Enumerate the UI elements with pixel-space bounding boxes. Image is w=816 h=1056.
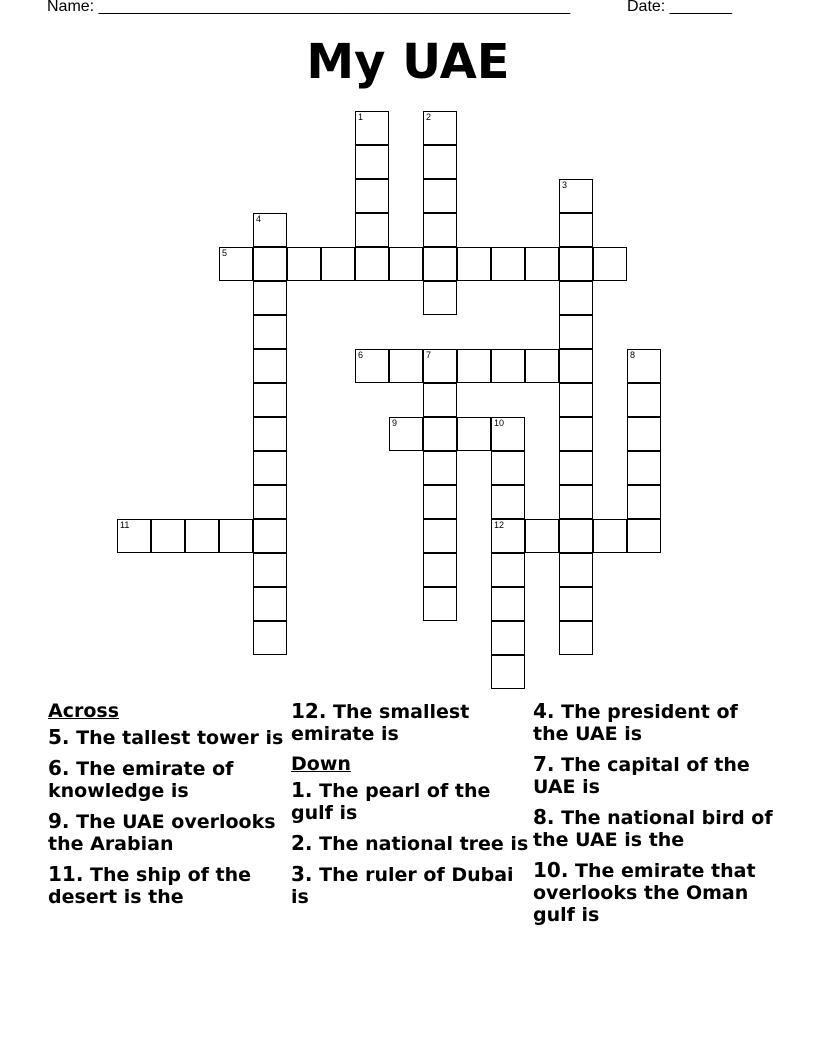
grid-cell[interactable]	[355, 111, 389, 145]
grid-cell[interactable]	[423, 485, 457, 519]
grid-cell[interactable]	[253, 383, 287, 417]
clue-number: 8	[630, 350, 636, 360]
grid-cell[interactable]	[219, 519, 253, 553]
grid-cell[interactable]	[559, 587, 593, 621]
grid-cell[interactable]	[457, 247, 491, 281]
grid-cell[interactable]	[491, 621, 525, 655]
grid-cell[interactable]	[355, 247, 389, 281]
grid-cell[interactable]	[593, 247, 627, 281]
grid-cell[interactable]	[423, 179, 457, 213]
page-title: My UAE	[306, 34, 510, 90]
clue-down-2: 2. The national tree is	[291, 831, 529, 855]
grid-cell[interactable]	[253, 315, 287, 349]
clue-down-1: 1. The pearl of the gulf is	[291, 778, 491, 824]
down-heading: Down	[291, 753, 351, 775]
grid-cell[interactable]	[559, 621, 593, 655]
clue-number: 1	[358, 112, 364, 122]
grid-cell[interactable]	[627, 485, 661, 519]
grid-cell[interactable]	[491, 417, 525, 451]
grid-cell[interactable]	[321, 247, 355, 281]
clue-down-10: 10. The emirate that overlooks the Oman gulf is	[533, 858, 756, 926]
clue-down-4: 4. The president of the UAE is	[533, 699, 738, 745]
clue-number: 7	[426, 350, 432, 360]
grid-cell[interactable]	[627, 417, 661, 451]
grid-cell[interactable]	[491, 451, 525, 485]
name-field-label: Name: _____________________________________________________	[47, 0, 571, 15]
across-heading: Across	[48, 700, 120, 722]
grid-cell[interactable]	[423, 349, 457, 383]
grid-cell[interactable]	[559, 247, 593, 281]
grid-cell[interactable]	[559, 417, 593, 451]
grid-cell[interactable]	[627, 349, 661, 383]
grid-cell[interactable]	[423, 281, 457, 315]
grid-cell[interactable]	[491, 349, 525, 383]
grid-cell[interactable]	[355, 213, 389, 247]
grid-cell[interactable]	[423, 519, 457, 553]
grid-cell[interactable]	[253, 247, 287, 281]
grid-cell[interactable]	[423, 145, 457, 179]
grid-cell[interactable]	[593, 519, 627, 553]
date-field-label: Date: _______	[627, 0, 732, 15]
grid-cell[interactable]	[253, 451, 287, 485]
grid-cell[interactable]	[355, 145, 389, 179]
clue-across-12: 12. The smallest emirate is	[291, 699, 470, 745]
clue-number: 10	[494, 418, 505, 428]
grid-cell[interactable]	[117, 519, 151, 553]
grid-cell[interactable]	[423, 553, 457, 587]
clue-number: 2	[426, 112, 432, 122]
grid-cell[interactable]	[457, 417, 491, 451]
grid-cell[interactable]	[525, 349, 559, 383]
clue-down-7: 7. The capital of the UAE is	[533, 752, 750, 798]
grid-cell[interactable]	[457, 349, 491, 383]
clue-number: 11	[120, 520, 130, 530]
grid-cell[interactable]	[491, 655, 525, 689]
grid-cell[interactable]	[559, 519, 593, 553]
grid-cell[interactable]	[253, 349, 287, 383]
grid-cell[interactable]	[559, 383, 593, 417]
clue-down-8: 8. The national bird of the UAE is the	[533, 805, 773, 851]
grid-cell[interactable]	[559, 315, 593, 349]
grid-cell[interactable]	[253, 213, 287, 247]
grid-cell[interactable]	[185, 519, 219, 553]
clue-number: 12	[494, 520, 505, 530]
grid-cell[interactable]	[491, 519, 525, 553]
grid-cell[interactable]	[355, 349, 389, 383]
clue-number: 6	[358, 350, 364, 360]
grid-cell[interactable]	[287, 247, 321, 281]
grid-cell[interactable]	[423, 417, 457, 451]
grid-cell[interactable]	[355, 179, 389, 213]
grid-cell[interactable]	[559, 485, 593, 519]
grid-cell[interactable]	[423, 587, 457, 621]
grid-cell[interactable]	[627, 451, 661, 485]
grid-cell[interactable]	[151, 519, 185, 553]
clues-column-3	[533, 700, 773, 934]
grid-cell[interactable]	[423, 111, 457, 145]
grid-cell[interactable]	[253, 621, 287, 655]
grid-cell[interactable]	[253, 485, 287, 519]
grid-cell[interactable]	[423, 213, 457, 247]
clue-number: 3	[562, 180, 568, 190]
grid-cell[interactable]	[389, 349, 423, 383]
grid-cell[interactable]	[491, 247, 525, 281]
clue-down-3: 3. The ruler of Dubai is	[291, 862, 514, 908]
clue-number: 5	[222, 248, 228, 258]
grid-cell[interactable]	[253, 587, 287, 621]
grid-cell[interactable]	[389, 247, 423, 281]
grid-cell[interactable]	[559, 451, 593, 485]
clue-across-9: 9. The UAE overlooks the Arabian	[48, 809, 276, 855]
grid-cell[interactable]	[219, 247, 253, 281]
clue-number: 9	[392, 418, 398, 428]
grid-cell[interactable]	[559, 179, 593, 213]
clues-column-1	[48, 700, 288, 916]
grid-cell[interactable]	[253, 553, 287, 587]
grid-cell[interactable]	[423, 451, 457, 485]
clue-number: 4	[256, 214, 262, 224]
grid-cell[interactable]	[253, 519, 287, 553]
clue-across-6: 6. The emirate of knowledge is	[48, 756, 234, 802]
grid-cell[interactable]	[559, 281, 593, 315]
grid-cell[interactable]	[559, 553, 593, 587]
clue-across-5: 5. The tallest tower is	[48, 725, 284, 749]
grid-cell[interactable]	[423, 383, 457, 417]
grid-cell[interactable]	[253, 281, 287, 315]
grid-cell[interactable]	[525, 519, 559, 553]
grid-cell[interactable]	[491, 553, 525, 587]
clues-column-2	[291, 700, 531, 916]
grid-cell[interactable]	[491, 587, 525, 621]
grid-cell[interactable]	[627, 383, 661, 417]
grid-cell[interactable]	[389, 417, 423, 451]
grid-cell[interactable]	[559, 213, 593, 247]
grid-cell[interactable]	[627, 519, 661, 553]
grid-cell[interactable]	[491, 485, 525, 519]
grid-cell[interactable]	[559, 349, 593, 383]
grid-cell[interactable]	[525, 247, 559, 281]
grid-cell[interactable]	[253, 417, 287, 451]
grid-cell[interactable]	[423, 247, 457, 281]
clue-across-11: 11. The ship of the desert is the	[48, 862, 252, 908]
